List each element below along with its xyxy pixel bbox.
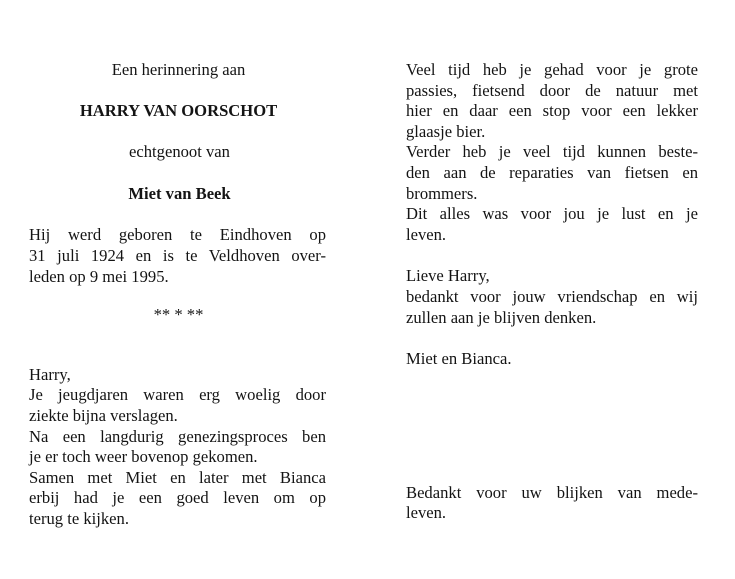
text-line: Verder heb je veel tijd kunnen beste-	[406, 142, 698, 162]
text-line: Samen met Miet en later met Bianca	[29, 467, 326, 487]
text-line: leven.	[406, 224, 447, 244]
text-line: den aan de reparaties van fietsen en	[406, 162, 698, 182]
text-line: Hij werd geboren te Eindhoven op	[29, 225, 326, 245]
text-line: leden op 9 mei 1995.	[29, 266, 169, 286]
paragraph-life	[406, 204, 698, 245]
text-line: Bedankt voor uw blijken van mede-	[406, 482, 698, 502]
text-line: erbij had je een goed leven om op	[29, 488, 326, 508]
deceased-name: HARRY VAN OORSCHOT	[79, 100, 278, 120]
text-line: passies, fietsend door de natuur met	[406, 80, 698, 100]
paragraph-repairs	[406, 142, 698, 204]
text-line: terug te kijken.	[29, 508, 129, 528]
text-line: Dit alles was voor jou je lust en je	[406, 204, 698, 224]
paragraph-family	[29, 468, 326, 530]
separator-stars: ** * **	[153, 305, 204, 325]
greeting-harry: Harry,	[29, 364, 71, 384]
text-line: brommers.	[406, 183, 478, 203]
text-line: glaasje bier.	[406, 121, 486, 141]
birth-death-paragraph	[29, 225, 326, 287]
paragraph-thanks	[406, 287, 698, 328]
text-line: bedankt voor jouw vriendschap en wij	[406, 286, 698, 306]
left-column	[29, 60, 326, 530]
text-line: hier en daar een stop voor een lekker	[406, 101, 698, 121]
intro-line: Een herinnering aan	[111, 60, 246, 79]
right-column	[406, 60, 698, 524]
text-line: Na een langdurig genezingsproces ben	[29, 426, 326, 446]
relation-line: echtgenoot van	[129, 142, 230, 162]
paragraph-youth	[29, 385, 326, 426]
paragraph-recovery	[29, 427, 326, 468]
paragraph-passions	[406, 60, 698, 142]
text-line: Veel tijd heb je gehad voor je grote	[406, 60, 698, 79]
spouse-name: Miet van Beek	[128, 183, 231, 203]
text-line: 31 juli 1924 en is te Veldhoven over-	[29, 245, 326, 265]
greeting-lieve-harry: Lieve Harry,	[406, 266, 490, 286]
text-line: Je jeugdjaren waren erg woelig door	[29, 385, 326, 405]
text-line: leven.	[406, 503, 447, 523]
text-line: je er toch weer bovenop gekomen.	[29, 447, 258, 467]
text-line: zullen aan je blijven denken.	[406, 307, 597, 327]
closing-thanks	[406, 483, 698, 524]
signature: Miet en Bianca.	[406, 349, 512, 369]
text-line: ziekte bijna verslagen.	[29, 405, 178, 425]
